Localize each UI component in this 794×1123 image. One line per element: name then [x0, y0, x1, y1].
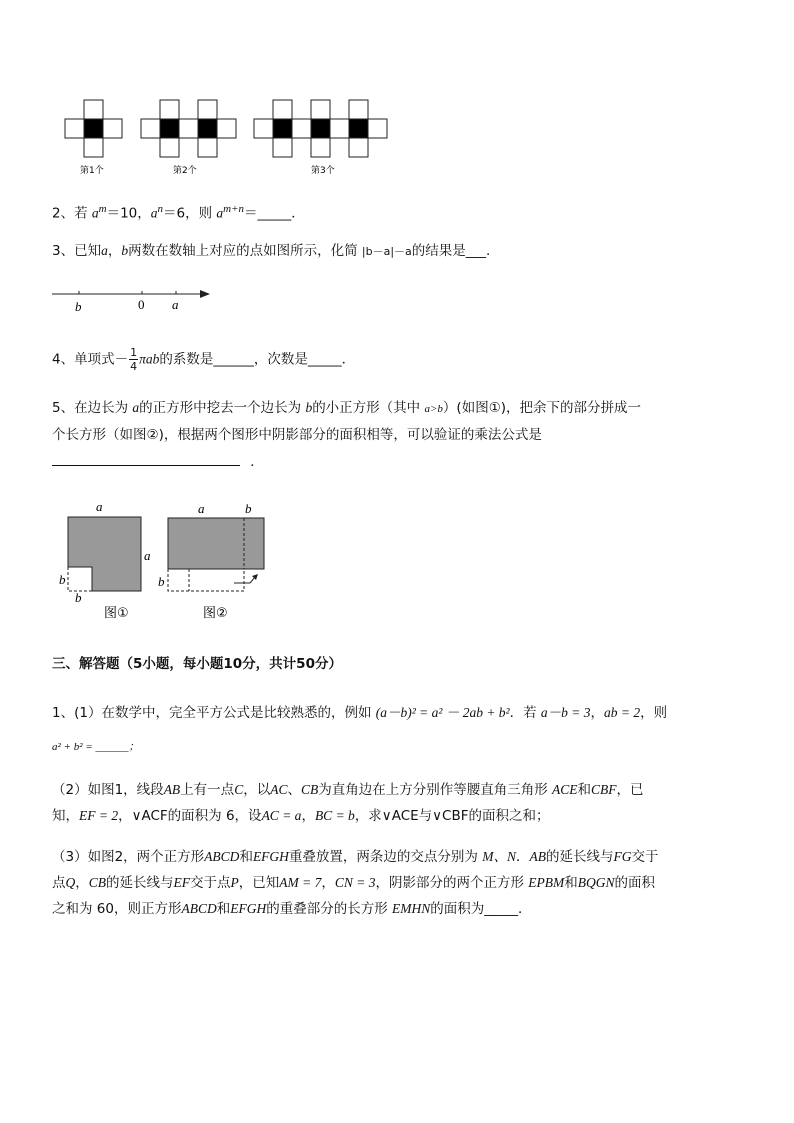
fig1-label-a-right: a — [144, 548, 151, 563]
fig1-caption: 图① — [104, 606, 129, 621]
problem-1-part-3-line-1: （3）如图2，两个正方形ABCD和EFGH重叠放置，两条边的交点分别为 M、N．AB的延长线与FG交于 — [52, 849, 659, 865]
pattern-caption-1: 第1个 — [80, 166, 104, 176]
pattern-caption-3: 第3个 — [311, 166, 335, 176]
number-line-label-a: a — [172, 297, 179, 312]
question-5-line-3: ． — [52, 452, 264, 472]
number-line — [50, 284, 220, 316]
section-3-heading: 三、解答题（5小题，每小题10分，共计50分） — [52, 656, 342, 672]
pattern-3 — [254, 100, 387, 157]
question-5-line-1: 5、在边长为 a的正方形中挖去一个边长为 b的小正方形（其中 a>b）(如图①)，把余下的部分拼成一 — [52, 400, 642, 416]
fig1-label-b-left: b — [59, 572, 66, 587]
question-3: 3、已知a，b两数在数轴上对应的点如图所示，化简 |b－a|－a的结果是___. — [52, 243, 491, 259]
problem-1-part-3-line-3: 之和为 60，则正方形ABCD和EFGH的重叠部分的长方形 EMHN的面积为_____． — [52, 901, 532, 917]
answer-blank[interactable] — [52, 453, 240, 466]
problem-1-part-2-line-1: （2）如图1，线段AB上有一点C，以AC、CB为直角边在上方分别作等腰直角三角形 ACE和CBF，已 — [52, 782, 644, 798]
question-4: 4、单项式－ $\frac{1}{4}$ πab的系数是______，次数是_____． — [52, 346, 356, 373]
figure-2-shaded — [168, 518, 264, 569]
problem-1-line-1: 1、(1）在数学中，完全平方公式是比较熟悉的，例如 (a－b)² = a² － 2ab + b²．若 a－b = 3，ab = 2，则 — [52, 705, 668, 721]
problem-1-line-2: a² + b² = ______； — [52, 741, 140, 753]
fig2-label-a: a — [198, 501, 205, 516]
pattern-caption-2: 第2个 — [173, 166, 197, 176]
number-line-label-b: b — [75, 299, 82, 314]
fig1-label-a-top: a — [96, 499, 103, 514]
question-5-line-2: 个长方形（如图②)，根据两个图形中阴影部分的面积相等，可以验证的乘法公式是 — [52, 427, 542, 443]
fig1-label-b-bottom: b — [75, 590, 82, 605]
problem-1-part-2-line-2: 知，EF = 2，∨ACF的面积为 6，设AC = a，BC = b，求∨ACE与∨CBF的面积之和； — [52, 808, 550, 824]
fig2-label-b-left: b — [158, 574, 165, 589]
fig2-caption: 图② — [203, 606, 228, 621]
number-line-label-0: 0 — [138, 297, 145, 312]
square-pattern-figure — [60, 96, 400, 178]
problem-1-part-3-line-2: 点Q，CB的延长线与EF交于点P，已知AM = 7，CN = 3，阴影部分的两个正方形 EPBM和BQGN的面积 — [52, 875, 656, 891]
fig2-label-b-top: b — [245, 501, 252, 516]
pattern-2 — [141, 100, 236, 157]
pattern-1 — [65, 100, 122, 157]
area-figures — [52, 496, 282, 626]
figure-1-shaded — [68, 517, 141, 591]
question-2: 2、若 $a^m=10$，$a^n=6$，则 $a^{m+n}=\_\_\_\_\_$． — [52, 203, 305, 222]
